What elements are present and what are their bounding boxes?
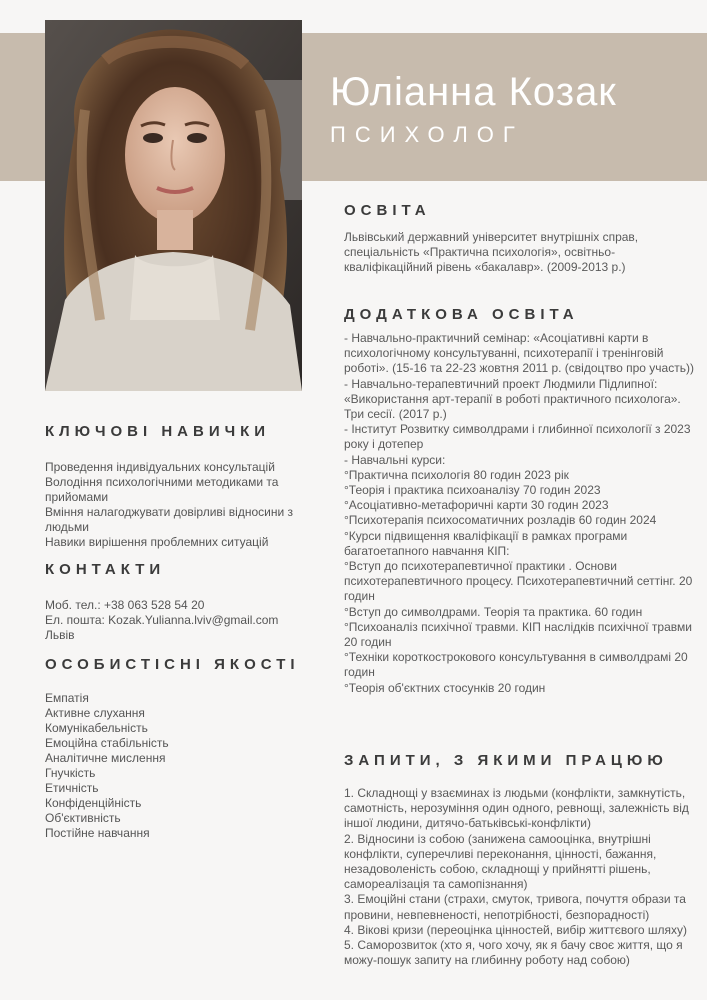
additional-education-item: °Техніки короткострокового консультування в символдрамі 20 годин: [344, 650, 688, 680]
additional-education-item: °Асоціативно-метафоричні карти 30 годин 2023: [344, 498, 609, 513]
education-text: Львівський державний університет внутрішніх справ, спеціальність «Практична психологія», освітньо-кваліфікаційний рівень «бакалавр». (2009-2013 р.): [344, 230, 639, 275]
personal-qualities-heading: ОСОБИСТІСНІ ЯКОСТІ: [45, 656, 300, 673]
personal-qualities-section: [45, 656, 307, 841]
additional-education-item: - Навчальні курси:: [344, 452, 446, 467]
requests-section: [344, 752, 696, 968]
requests-heading: ЗАПИТИ, З ЯКИМИ ПРАЦЮЮ: [344, 752, 668, 769]
contacts-heading: КОНТАКТИ: [45, 561, 166, 578]
quality-item: Об'єктивність: [45, 811, 121, 825]
additional-education-section: [344, 306, 696, 696]
key-skill-item: Навики вирішення проблемних ситуацій: [45, 535, 269, 549]
quality-item: Постійне навчання: [45, 826, 150, 840]
quality-item: Активне слухання: [45, 706, 145, 720]
additional-education-item: °Курси підвищення кваліфікації в рамках програми багатоетапного навчання КІП:: [344, 528, 628, 558]
profile-photo: [45, 20, 302, 391]
additional-education-heading: ДОДАТКОВА ОСВІТА: [344, 306, 579, 323]
additional-education-item: °Вступ до символдрами. Теорія та практика. 60 годин: [344, 604, 643, 619]
quality-item: Емпатія: [45, 691, 89, 705]
quality-item: Аналітичне мислення: [45, 751, 166, 765]
full-name: Юліанна Козак: [330, 70, 617, 114]
additional-education-item: - Навчально-терапевтичний проект Людмили Підлипної: «Використання арт-терапії в роботі практичного психолога». Три сесії. (2017 р.): [344, 376, 681, 422]
key-skills-section: [45, 423, 307, 550]
portrait-image: [45, 20, 302, 391]
education-heading: ОСВІТА: [344, 202, 431, 219]
education-section: [344, 202, 694, 276]
additional-education-item: °Вступ до психотерапевтичної практики . Основи психотерапевтичного процесу. Психотерапевтичний сеттінг. 20 годин: [344, 559, 693, 604]
key-skill-item: Володіння психологічними методиками та прийомами: [45, 475, 279, 504]
quality-item: Етичність: [45, 781, 99, 795]
additional-education-item: °Теорія об'єктних стосунків 20 годин: [344, 680, 546, 695]
key-skill-item: Проведення індивідуальних консультацій: [45, 460, 275, 474]
job-title: ПСИХОЛОГ: [330, 122, 524, 147]
request-item: 4. Вікові кризи (переоцінка цінностей, вибір життєвого шляху): [344, 922, 687, 937]
request-item: 2. Відносини із собою (занижена самооцінка, внутрішні конфлікти, суперечливі переконання, цінності, бажання, незадоволеність собою, складнощі у прийнятті рішень, самореалізація та самопізнання): [344, 831, 657, 892]
additional-education-item: - Інститут Розвитку символдрами і глибинної психології з 2023 року і дотепер: [344, 422, 691, 452]
additional-education-item: °Психотерапія психосоматичних розладів 60 годин 2024: [344, 513, 657, 528]
email-address[interactable]: Ел. пошта: Kozak.Yulianna.lviv@gmail.com: [45, 613, 279, 627]
city: Львів: [45, 628, 75, 642]
quality-item: Гнучкість: [45, 766, 96, 780]
contacts-section: [45, 561, 307, 643]
key-skill-item: Вміння налагоджувати довірливі відносини з людьми: [45, 505, 293, 534]
additional-education-item: - Навчально-практичний семінар: «Асоціативні карти в психологічному консультуванні, психотерапії і тренінговій роботі». (15-16 та 22-23 жовтня 2011 р. (свідоцтво про участь)): [344, 331, 694, 376]
key-skills-heading: КЛЮЧОВІ НАВИЧКИ: [45, 423, 271, 440]
request-item: 5. Саморозвиток (хто я, чого хочу, як я бачу своє життя, що я можу-пошук запиту на глибинну роботу над собою): [344, 938, 683, 968]
phone-number[interactable]: Моб. тел.: +38 063 528 54 20: [45, 598, 205, 612]
additional-education-item: °Теорія і практика психоаналізу 70 годин 2023: [344, 483, 601, 498]
quality-item: Конфіденційність: [45, 796, 142, 810]
request-item: 1. Складнощі у взаєминах із людьми (конфлікти, замкнутість, самотність, нерозуміння один одного, ревнощі, залежність від іншої людини, дитячо-батьківські-конфлікти): [344, 786, 689, 831]
quality-item: Комунікабельність: [45, 721, 148, 735]
additional-education-item: °Практична психологія 80 годин 2023 рік: [344, 467, 569, 482]
quality-item: Емоційна стабільність: [45, 736, 169, 750]
request-item: 3. Емоційні стани (страхи, смуток, тривога, почуття образи та провини, невпевненості, непотрібності, безпорадності): [344, 892, 686, 922]
additional-education-item: °Психоаналіз психічної травми. КІП наслідків психічної травми 20 годин: [344, 619, 692, 650]
